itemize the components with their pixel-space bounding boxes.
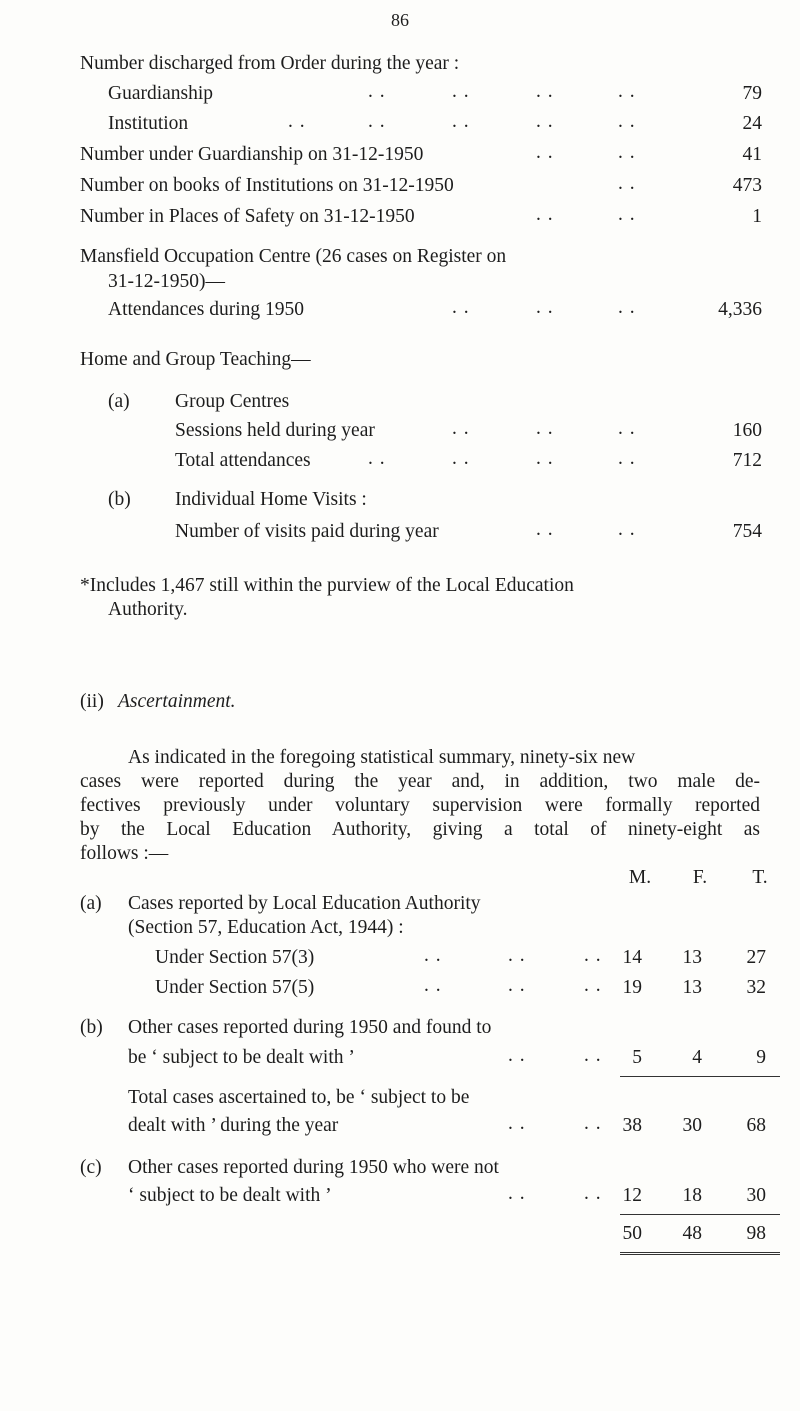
leader-dots: . . <box>536 418 554 439</box>
total-line1: Total cases ascertained to, be ‘ subject to be <box>128 1087 470 1108</box>
row-c-m: 12 <box>622 1185 642 1206</box>
subtotal-rule <box>620 1076 780 1077</box>
mansfield-attendances-value: 4,336 <box>718 299 762 320</box>
header-t: T. <box>752 867 768 888</box>
guardianship-value: 79 <box>742 83 762 104</box>
leader-dots: . . <box>452 81 470 102</box>
row-b-marker: (b) <box>80 1017 103 1038</box>
institution-label: Institution <box>108 113 189 134</box>
leader-dots: . . <box>536 204 554 225</box>
grand-total-rule <box>620 1214 780 1215</box>
row-c-f: 18 <box>682 1185 702 1206</box>
grand-total-t: 98 <box>746 1223 766 1244</box>
section-57-5-f: 13 <box>682 977 702 998</box>
leader-dots: . . <box>508 975 526 996</box>
sessions-value: 160 <box>732 420 762 441</box>
section-title: Ascertainment. <box>118 691 236 712</box>
leader-dots: . . <box>536 111 554 132</box>
section-57-3-t: 27 <box>746 947 766 968</box>
mansfield-heading: Mansfield Occupation Centre (26 cases on Register on <box>80 246 507 267</box>
group-centres-marker: (a) <box>108 391 130 412</box>
double-underline <box>620 1252 780 1255</box>
row-a-line2: (Section 57, Education Act, 1944) : <box>128 917 404 938</box>
home-visits-title: Individual Home Visits : <box>175 489 367 510</box>
leader-dots: . . <box>508 1113 526 1134</box>
paragraph-line2: cases were reported during the year and, in addition, two male de- <box>80 771 760 792</box>
row-c-t: 30 <box>746 1185 766 1206</box>
leader-dots: . . <box>584 945 602 966</box>
leader-dots: . . <box>368 81 386 102</box>
count-safety-label: Number in Places of Safety on 31-12-1950 <box>80 206 415 227</box>
total-attendances-label: Total attendances <box>175 450 311 471</box>
leader-dots: . . <box>288 111 306 132</box>
leader-dots: . . <box>618 111 636 132</box>
leader-dots: . . <box>618 297 636 318</box>
leader-dots: . . <box>584 975 602 996</box>
section-57-5-label: Under Section 57(5) <box>155 977 315 998</box>
footnote-line2: Authority. <box>108 599 188 620</box>
total-line2: dealt with ’ during the year <box>128 1115 339 1136</box>
leader-dots: . . <box>584 1183 602 1204</box>
leader-dots: . . <box>536 448 554 469</box>
leader-dots: . . <box>508 1183 526 1204</box>
leader-dots: . . <box>508 1045 526 1066</box>
sessions-label: Sessions held during year <box>175 420 375 441</box>
leader-dots: . . <box>536 297 554 318</box>
row-b-m: 5 <box>632 1047 642 1068</box>
count-institutions-label: Number on books of Institutions on 31-12-1950 <box>80 175 454 196</box>
leader-dots: . . <box>424 975 442 996</box>
paragraph-line5: follows :— <box>80 843 169 864</box>
leader-dots: . . <box>452 297 470 318</box>
leader-dots: . . <box>584 1113 602 1134</box>
row-a-line1: Cases reported by Local Education Authority <box>128 893 481 914</box>
leader-dots: . . <box>618 173 636 194</box>
leader-dots: . . <box>618 204 636 225</box>
leader-dots: . . <box>618 519 636 540</box>
section-57-3-label: Under Section 57(3) <box>155 947 315 968</box>
discharged-heading: Number discharged from Order during the year : <box>80 53 460 74</box>
group-centres-title: Group Centres <box>175 391 290 412</box>
section-57-3-f: 13 <box>682 947 702 968</box>
row-c-line1: Other cases reported during 1950 who were not <box>128 1157 499 1178</box>
total-f: 30 <box>682 1115 702 1136</box>
guardianship-label: Guardianship <box>108 83 214 104</box>
leader-dots: . . <box>618 418 636 439</box>
leader-dots: . . <box>584 1045 602 1066</box>
institution-value: 24 <box>742 113 762 134</box>
header-f: F. <box>692 867 708 888</box>
row-b-f: 4 <box>692 1047 702 1068</box>
leader-dots: . . <box>452 448 470 469</box>
leader-dots: . . <box>452 418 470 439</box>
row-c-marker: (c) <box>80 1157 102 1178</box>
total-attendances-value: 712 <box>732 450 762 471</box>
section-57-5-m: 19 <box>622 977 642 998</box>
section-57-5-t: 32 <box>746 977 766 998</box>
row-c-line2: ‘ subject to be dealt with ’ <box>128 1185 332 1206</box>
leader-dots: . . <box>618 448 636 469</box>
leader-dots: . . <box>618 142 636 163</box>
count-institutions-value: 473 <box>732 175 762 196</box>
leader-dots: . . <box>618 81 636 102</box>
leader-dots: . . <box>536 81 554 102</box>
header-m: M. <box>628 867 652 888</box>
paragraph-line3: fectives previously under voluntary supervision were formally reported <box>80 795 760 816</box>
footnote-line1: *Includes 1,467 still within the purview of the Local Education <box>80 575 574 596</box>
leader-dots: . . <box>536 142 554 163</box>
row-b-t: 9 <box>756 1047 766 1068</box>
leader-dots: . . <box>368 111 386 132</box>
mansfield-attendances-label: Attendances during 1950 <box>108 299 305 320</box>
count-safety-value: 1 <box>752 206 762 227</box>
page-number: 86 <box>391 10 409 30</box>
leader-dots: . . <box>508 945 526 966</box>
row-b-line2: be ‘ subject to be dealt with ’ <box>128 1047 355 1068</box>
leader-dots: . . <box>368 448 386 469</box>
mansfield-heading-cont: 31-12-1950)— <box>108 271 225 292</box>
home-visits-marker: (b) <box>108 489 131 510</box>
paragraph-line1: As indicated in the foregoing statistical summary, ninety-six new <box>128 747 636 768</box>
leader-dots: . . <box>452 111 470 132</box>
section-57-3-m: 14 <box>622 947 642 968</box>
leader-dots: . . <box>536 519 554 540</box>
visits-value: 754 <box>732 521 762 542</box>
total-t: 68 <box>746 1115 766 1136</box>
count-guardianship-value: 41 <box>742 144 762 165</box>
row-a-marker: (a) <box>80 893 102 914</box>
total-m: 38 <box>622 1115 642 1136</box>
grand-total-m: 50 <box>622 1223 642 1244</box>
paragraph-line4: by the Local Education Authority, giving a total of ninety-eight as <box>80 819 760 840</box>
section-marker: (ii) <box>80 691 104 712</box>
count-guardianship-label: Number under Guardianship on 31-12-1950 <box>80 144 424 165</box>
visits-label: Number of visits paid during year <box>175 521 439 542</box>
home-group-heading: Home and Group Teaching— <box>80 349 311 370</box>
grand-total-f: 48 <box>682 1223 702 1244</box>
row-b-line1: Other cases reported during 1950 and found to <box>128 1017 492 1038</box>
leader-dots: . . <box>424 945 442 966</box>
